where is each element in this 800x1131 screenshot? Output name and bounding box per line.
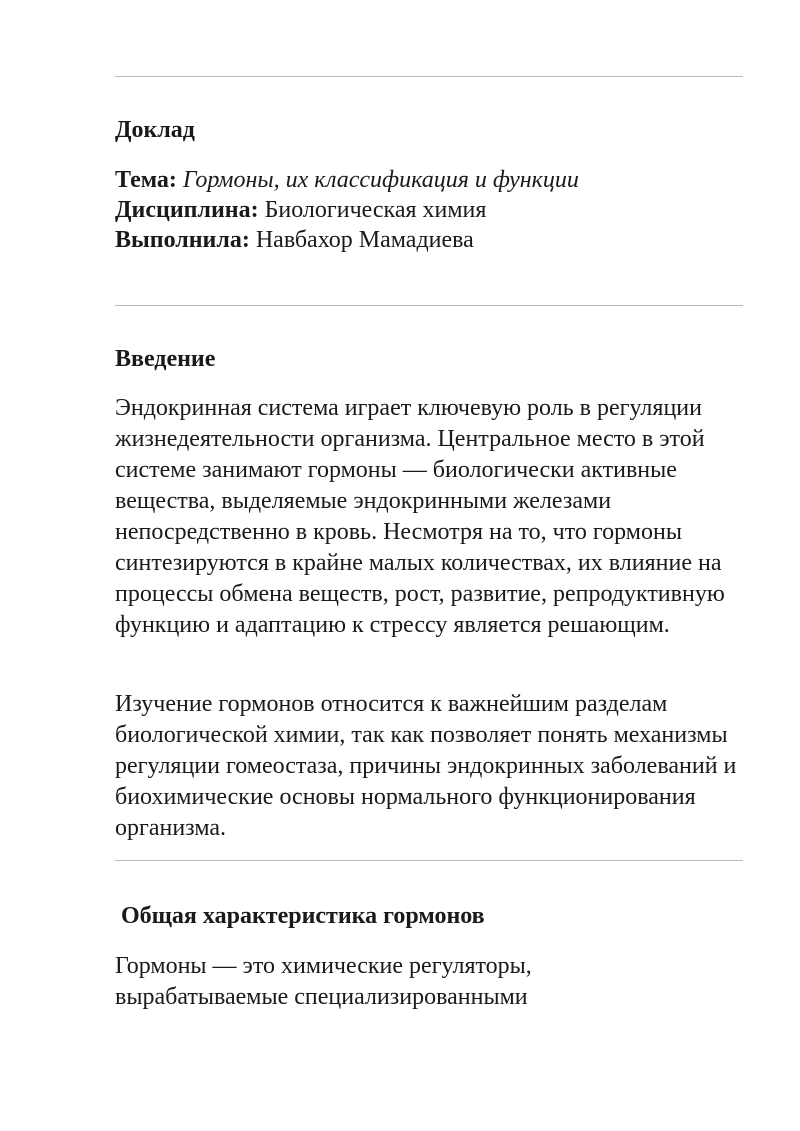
author-label: Выполнила: — [115, 227, 250, 253]
discipline-label: Дисциплина: — [115, 197, 259, 223]
general-paragraph-1-block — [115, 951, 743, 1013]
intro-paragraph-2-block — [115, 689, 743, 844]
topic-value: Гормоны, их классификация и функции — [182, 167, 579, 193]
general-heading: Общая характеристика гормонов — [121, 903, 485, 929]
report-title: Доклад — [115, 117, 195, 143]
general-paragraph-1: Гормоны — это химические регуляторы, вырабатываемые специализированными — [115, 953, 532, 1010]
author-value: Навбахор Мамадиева — [255, 227, 474, 253]
general-section — [121, 901, 749, 931]
discipline-value: Биологическая химия — [264, 197, 487, 223]
divider-middle — [115, 305, 743, 306]
topic-label: Тема: — [115, 167, 177, 193]
report-meta — [115, 165, 743, 255]
report-header — [115, 115, 743, 145]
author-line — [115, 225, 743, 255]
intro-paragraph-1-block — [115, 393, 743, 641]
intro-paragraph-2: Изучение гормонов относится к важнейшим разделам биологической химии, так как позволяет понять механизмы регуляции гомеостаза, причины эндокринных заболеваний и биохимические основы нормального функционирования организма. — [115, 691, 737, 841]
intro-heading: Введение — [115, 346, 216, 372]
intro-section — [115, 344, 743, 374]
divider-lower — [115, 860, 743, 861]
discipline-line — [115, 195, 743, 225]
divider-top — [115, 76, 743, 77]
topic-line — [115, 165, 743, 195]
intro-paragraph-1: Эндокринная система играет ключевую роль в регуляции жизнедеятельности организма. Центральное место в этой системе занимают гормоны — биологически активные вещества, выделяемые эндокринными железами непосредственно в кровь. Несмотря на то, что гормоны синтезируются в крайне малых количествах, их влияние на процессы обмена веществ, рост, развитие, репродуктивную функцию и адаптацию к стрессу является решающим. — [115, 395, 725, 638]
